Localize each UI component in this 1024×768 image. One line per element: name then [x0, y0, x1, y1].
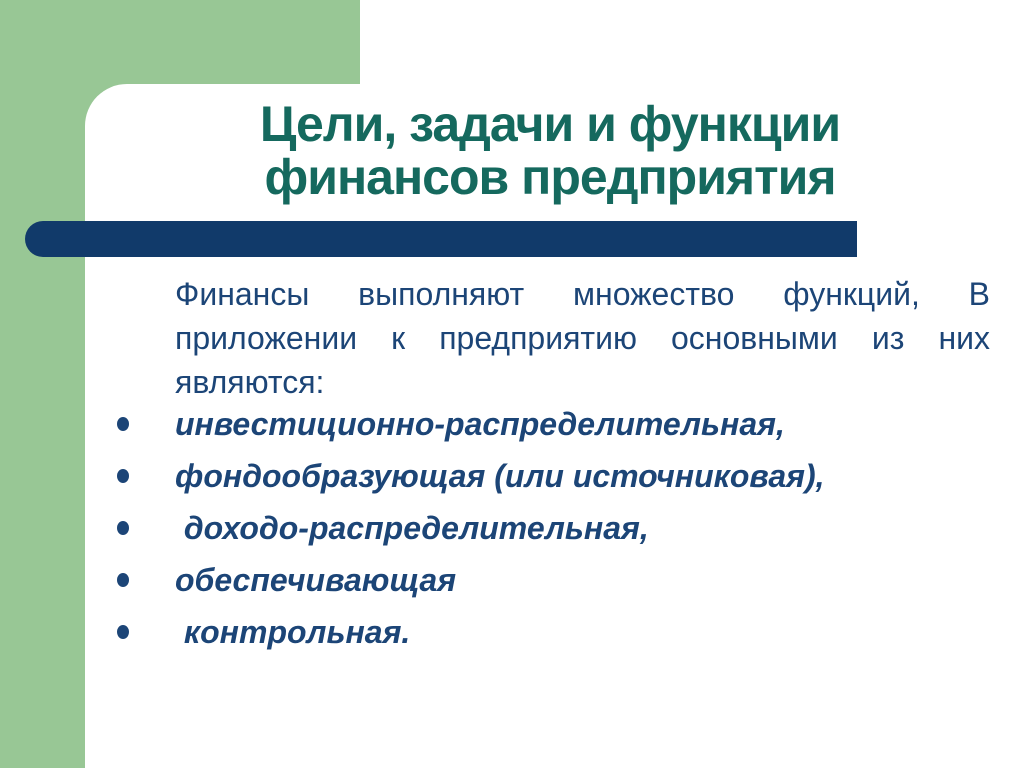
paragraph-word: В [968, 276, 990, 312]
page-title-line1: Цели, задачи и функции [259, 96, 841, 152]
paragraph-word: основными [670, 320, 838, 356]
bullet-text: контрольная. [175, 613, 411, 650]
page-title-line2: финансов предприятия [264, 149, 836, 205]
bullet-item [112, 554, 992, 606]
divider-bar [25, 221, 857, 257]
bullet-item [112, 450, 992, 502]
paragraph-word: предприятию [439, 320, 637, 356]
paragraph-word: приложении [175, 320, 358, 356]
bullet-item [112, 606, 992, 658]
bullet-text: фондообразующая (или источниковая), [175, 457, 825, 494]
left-green-band [0, 0, 85, 768]
bullet-text: обеспечивающая [175, 561, 457, 598]
bullet-dot-icon [117, 573, 129, 587]
bullet-list [112, 398, 992, 658]
bullet-text: доходо-распределительная, [175, 509, 649, 546]
paragraph-word: множество [573, 276, 735, 312]
paragraph-word: к [391, 320, 406, 356]
paragraph-line1 [175, 272, 990, 316]
body-paragraph [175, 272, 990, 404]
bullet-item [112, 398, 992, 450]
bullet-dot-icon [117, 625, 129, 639]
paragraph-word: функций, [783, 276, 920, 312]
paragraph-word: из [871, 320, 905, 356]
paragraph-line3: являются: [175, 364, 325, 400]
paragraph-word: выполняют [358, 276, 525, 312]
paragraph-line2 [175, 316, 990, 360]
bullet-dot-icon [117, 417, 129, 431]
bullet-text: инвестиционно-распределительная, [175, 405, 785, 442]
paragraph-word: них [938, 320, 990, 356]
top-green-rect [0, 0, 360, 84]
bullet-dot-icon [117, 469, 129, 483]
page-title [180, 98, 920, 204]
bullet-dot-icon [117, 521, 129, 535]
paragraph-word: Финансы [175, 276, 310, 312]
bullet-item [112, 502, 992, 554]
